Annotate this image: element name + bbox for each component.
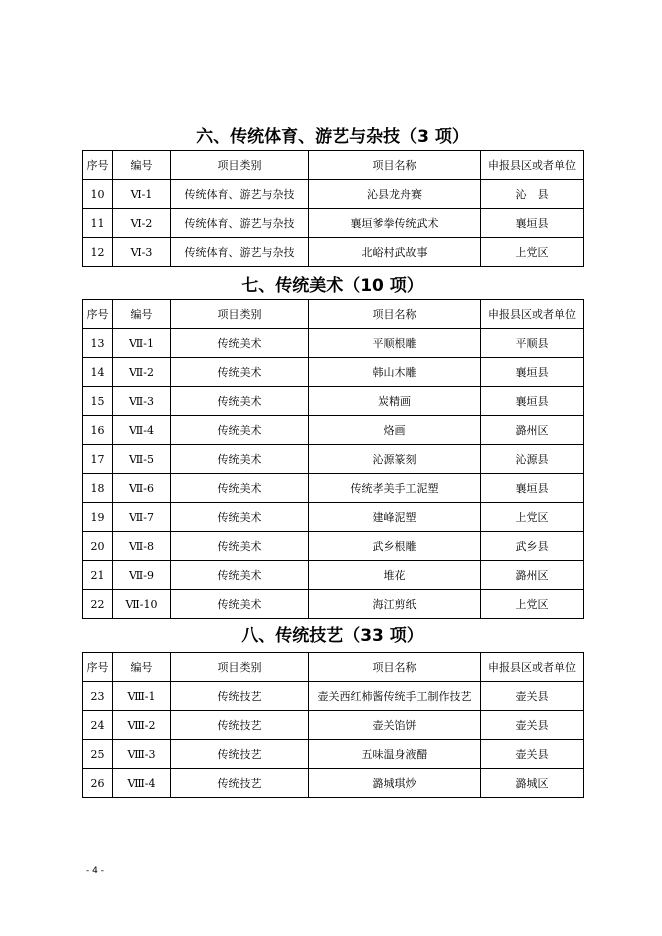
cell-code: Ⅵ-2 — [113, 209, 171, 238]
cell-index: 10 — [83, 180, 113, 209]
cell-unit: 襄垣县 — [481, 358, 584, 387]
cell-index: 24 — [83, 711, 113, 740]
cell-category: 传统体育、游艺与杂技 — [171, 209, 309, 238]
table-body-craftsmanship — [83, 653, 584, 798]
header-index: 序号 — [83, 300, 113, 329]
cell-index: 20 — [83, 532, 113, 561]
cell-code: Ⅷ-2 — [113, 711, 171, 740]
cell-index: 17 — [83, 445, 113, 474]
cell-index: 22 — [83, 590, 113, 619]
cell-category: 传统技艺 — [171, 682, 309, 711]
cell-name: 传统孝美手工泥塑 — [309, 474, 481, 503]
cell-name: 五味温身液醋 — [309, 740, 481, 769]
cell-category: 传统美术 — [171, 532, 309, 561]
cell-code: Ⅵ-3 — [113, 238, 171, 267]
section-title-craftsmanship: 八、传统技艺（33 项） — [241, 626, 424, 646]
table-row — [83, 561, 584, 590]
header-unit: 申报县区或者单位 — [481, 653, 584, 682]
cell-category: 传统技艺 — [171, 740, 309, 769]
section-title-sports: 六、传统体育、游艺与杂技（3 项） — [196, 127, 469, 147]
cell-name: 海江剪纸 — [309, 590, 481, 619]
cell-unit: 潞州区 — [481, 561, 584, 590]
cell-index: 14 — [83, 358, 113, 387]
cell-code: Ⅶ-7 — [113, 503, 171, 532]
cell-unit: 武乡县 — [481, 532, 584, 561]
cell-name: 壶关西红柿酱传统手工制作技艺 — [309, 682, 481, 711]
table-row — [83, 416, 584, 445]
cell-name: 北峪村武故事 — [309, 238, 481, 267]
cell-category: 传统美术 — [171, 445, 309, 474]
cell-index: 23 — [83, 682, 113, 711]
cell-code: Ⅶ-3 — [113, 387, 171, 416]
header-name: 项目名称 — [309, 300, 481, 329]
cell-code: Ⅶ-10 — [113, 590, 171, 619]
table-row — [83, 711, 584, 740]
cell-category: 传统体育、游艺与杂技 — [171, 180, 309, 209]
cell-category: 传统美术 — [171, 474, 309, 503]
table-row — [83, 532, 584, 561]
cell-category: 传统美术 — [171, 329, 309, 358]
cell-name: 沁源篆刻 — [309, 445, 481, 474]
cell-index: 13 — [83, 329, 113, 358]
table-body-sports — [83, 151, 584, 267]
table-row — [83, 590, 584, 619]
cell-code: Ⅷ-4 — [113, 769, 171, 798]
cell-index: 19 — [83, 503, 113, 532]
cell-index: 26 — [83, 769, 113, 798]
table-fine-arts — [82, 299, 584, 619]
cell-name: 炭精画 — [309, 387, 481, 416]
cell-name: 潞城琪炒 — [309, 769, 481, 798]
cell-index: 21 — [83, 561, 113, 590]
cell-code: Ⅶ-8 — [113, 532, 171, 561]
table-row — [83, 503, 584, 532]
cell-unit: 壶关县 — [481, 740, 584, 769]
cell-code: Ⅶ-2 — [113, 358, 171, 387]
cell-unit: 潞城区 — [481, 769, 584, 798]
header-index: 序号 — [83, 151, 113, 180]
cell-code: Ⅶ-5 — [113, 445, 171, 474]
cell-index: 18 — [83, 474, 113, 503]
table-row — [83, 180, 584, 209]
table-row — [83, 329, 584, 358]
table-row — [83, 445, 584, 474]
header-unit: 申报县区或者单位 — [481, 151, 584, 180]
header-category: 项目类别 — [171, 151, 309, 180]
cell-category: 传统技艺 — [171, 769, 309, 798]
cell-name: 建峰泥塑 — [309, 503, 481, 532]
cell-code: Ⅶ-9 — [113, 561, 171, 590]
cell-unit: 襄垣县 — [481, 209, 584, 238]
cell-unit: 壶关县 — [481, 682, 584, 711]
table-row — [83, 358, 584, 387]
header-index: 序号 — [83, 653, 113, 682]
table-sports — [82, 150, 584, 267]
cell-unit: 沁源县 — [481, 445, 584, 474]
cell-unit: 潞州区 — [481, 416, 584, 445]
table-row — [83, 238, 584, 267]
cell-index: 12 — [83, 238, 113, 267]
cell-unit: 襄垣县 — [481, 474, 584, 503]
header-name: 项目名称 — [309, 151, 481, 180]
cell-index: 16 — [83, 416, 113, 445]
cell-name: 烙画 — [309, 416, 481, 445]
cell-name: 沁县龙舟赛 — [309, 180, 481, 209]
table-header-row — [83, 653, 584, 682]
cell-category: 传统美术 — [171, 561, 309, 590]
table-header-row — [83, 151, 584, 180]
header-category: 项目类别 — [171, 300, 309, 329]
header-name: 项目名称 — [309, 653, 481, 682]
header-code: 编号 — [113, 151, 171, 180]
cell-category: 传统技艺 — [171, 711, 309, 740]
cell-unit: 壶关县 — [481, 711, 584, 740]
table-row — [83, 682, 584, 711]
cell-unit: 上党区 — [481, 590, 584, 619]
cell-category: 传统美术 — [171, 590, 309, 619]
cell-unit: 沁 县 — [481, 180, 584, 209]
cell-name: 武乡根雕 — [309, 532, 481, 561]
table-craftsmanship — [82, 652, 584, 798]
cell-code: Ⅶ-1 — [113, 329, 171, 358]
cell-category: 传统美术 — [171, 503, 309, 532]
cell-unit: 襄垣县 — [481, 387, 584, 416]
cell-name: 韩山木雕 — [309, 358, 481, 387]
table-row — [83, 769, 584, 798]
cell-code: Ⅷ-3 — [113, 740, 171, 769]
table-row — [83, 209, 584, 238]
header-code: 编号 — [113, 300, 171, 329]
header-code: 编号 — [113, 653, 171, 682]
header-category: 项目类别 — [171, 653, 309, 682]
cell-category: 传统美术 — [171, 358, 309, 387]
cell-name: 平顺根雕 — [309, 329, 481, 358]
cell-unit: 上党区 — [481, 503, 584, 532]
cell-category: 传统体育、游艺与杂技 — [171, 238, 309, 267]
cell-category: 传统美术 — [171, 416, 309, 445]
section-title-fine-arts: 七、传统美术（10 项） — [241, 276, 424, 296]
cell-name: 壶关馅饼 — [309, 711, 481, 740]
cell-category: 传统美术 — [171, 387, 309, 416]
cell-code: Ⅶ-4 — [113, 416, 171, 445]
cell-name: 堆花 — [309, 561, 481, 590]
table-header-row — [83, 300, 584, 329]
cell-name: 襄垣爹拳传统武术 — [309, 209, 481, 238]
table-row — [83, 740, 584, 769]
cell-unit: 上党区 — [481, 238, 584, 267]
cell-index: 25 — [83, 740, 113, 769]
table-body-fine-arts — [83, 300, 584, 619]
cell-code: Ⅵ-1 — [113, 180, 171, 209]
cell-index: 15 — [83, 387, 113, 416]
cell-code: Ⅷ-1 — [113, 682, 171, 711]
table-row — [83, 387, 584, 416]
cell-code: Ⅶ-6 — [113, 474, 171, 503]
page-number: - 4 - — [86, 866, 104, 876]
header-unit: 申报县区或者单位 — [481, 300, 584, 329]
cell-unit: 平顺县 — [481, 329, 584, 358]
table-row — [83, 474, 584, 503]
cell-index: 11 — [83, 209, 113, 238]
